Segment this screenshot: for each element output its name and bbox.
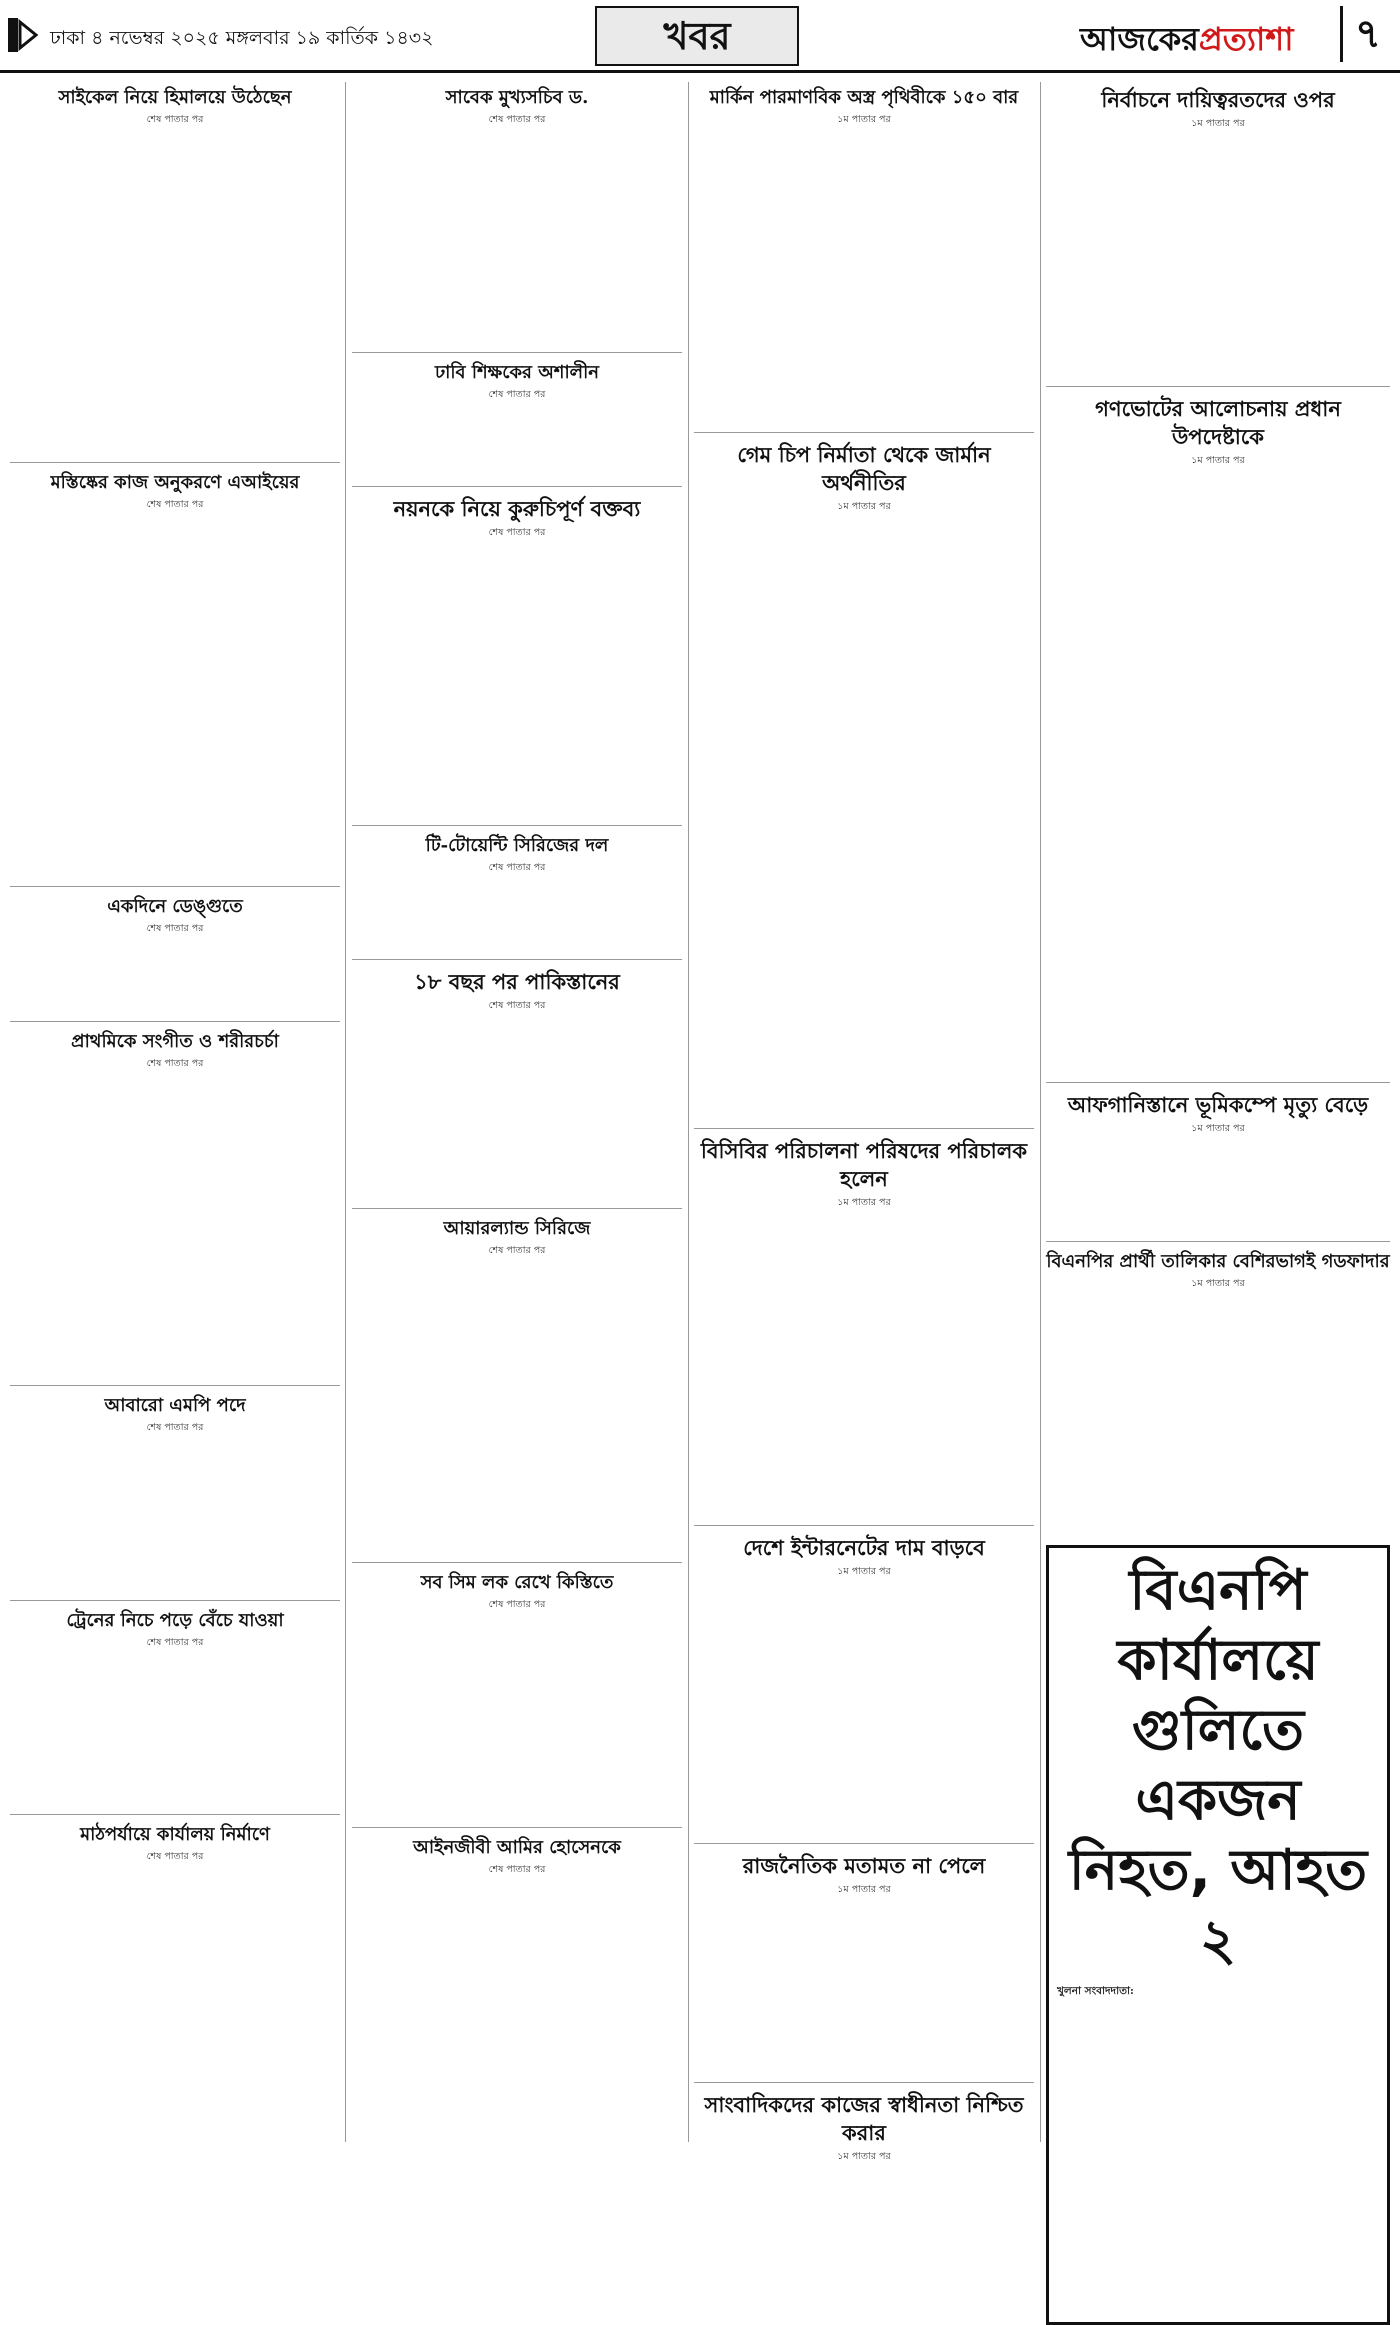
continuation-note: শেষ পাতার পর (146, 1851, 204, 1862)
story-body (352, 1018, 682, 1198)
story-body (694, 518, 1034, 1118)
story-headline[interactable]: ট্রেনের নিচে পড়ে বেঁচে যাওয়া (66, 1609, 284, 1631)
column-1 (10, 82, 340, 2142)
newspaper-logo (1080, 14, 1293, 68)
continuation-note: ১ম পাতার পর (837, 114, 891, 125)
column-2 (352, 82, 682, 2142)
story (10, 1600, 340, 1805)
story-body (352, 879, 682, 949)
story-headline[interactable]: ১৮ বছর পর পাকিস্তানের (414, 969, 620, 994)
continuation-note: শেষ পাতার পর (488, 114, 546, 125)
story-headline[interactable]: মাঠপর্যায়ে কার্যালয় নির্মাণে (80, 1824, 270, 1845)
story-body (1046, 1295, 1390, 1535)
story-body (10, 941, 340, 1011)
continuation-note: শেষ পাতার পর (146, 1636, 204, 1648)
story (10, 1385, 340, 1590)
story-headline[interactable]: গেম চিপ নির্মাতা থেকে জার্মান অর্থনীতির (737, 441, 991, 495)
story-body (352, 132, 682, 342)
story-headline[interactable]: সাবেক মুখ্যসচিব ড. (445, 87, 589, 108)
continuation-note: ১ম পাতার পর (1191, 1123, 1245, 1134)
story (352, 352, 682, 477)
column-divider (345, 82, 346, 2142)
story-body (10, 516, 340, 876)
page-arrow-icon (8, 18, 38, 52)
story (694, 1843, 1034, 2072)
story-headline[interactable]: আইনজীবী আমির হোসেনকে (413, 1836, 621, 1858)
continuation-note: শেষ পাতার পর (146, 1057, 204, 1069)
issue-date: ঢাকা ৪ নভেম্বর ২০২৫ মঙ্গলবার ১৯ কার্তিক ১৪৩২ (50, 27, 434, 49)
continuation-note: শেষ পাতার পর (488, 1244, 546, 1256)
story-headline[interactable]: দেশে ইন্টারনেটের দাম বাড়বে (743, 1534, 985, 1560)
story (694, 1525, 1034, 1834)
story-body (1046, 136, 1390, 376)
story-headline[interactable]: বিসিবির পরিচালনা পরিষদের পরিচালক হলেন (700, 1138, 1028, 1191)
story-body (10, 1869, 340, 2029)
story-body (694, 1902, 1034, 2072)
story-body (1046, 1141, 1390, 1231)
continuation-note: শেষ পাতার পর (488, 1863, 546, 1875)
story (352, 959, 682, 1198)
byline: খুলনা সংবাদদাতা: (1057, 1985, 1134, 1997)
story-headline[interactable]: সাংবাদিকদের কাজের স্বাধীনতা নিশ্চিত করার (704, 2091, 1024, 2145)
story (352, 1208, 682, 1553)
story (1046, 86, 1390, 376)
featured-headline[interactable]: বিএনপি কার্যালয়ে গুলিতে একজন নিহত, আহত ২ (1068, 1558, 1368, 1973)
story (10, 1814, 340, 2029)
column-3 (694, 82, 1034, 2162)
story-headline[interactable]: ঢাবি শিক্ষকের অশালীন (435, 361, 599, 383)
story-headline[interactable]: মস্তিষ্কের কাজ অনুকরণে এআইয়ের (50, 471, 300, 493)
continuation-note: ১ম পাতার পর (837, 1565, 891, 1577)
story-body (352, 406, 682, 476)
story-body (694, 1215, 1034, 1515)
continuation-note: ১ম পাতার পর (1191, 118, 1245, 129)
story-headline[interactable]: নয়নকে নিয়ে কুরুচিপূর্ণ বক্তব্য (393, 496, 641, 521)
brand-first: আজকের (1080, 20, 1199, 58)
story (694, 2082, 1034, 2259)
continuation-note: শেষ পাতার পর (146, 114, 204, 125)
story (10, 462, 340, 877)
story-headline[interactable]: আফগানিস্তানে ভূমিকম্পে মৃত্যু বেড়ে (1067, 1092, 1369, 1117)
continuation-note: ১ম পাতার পর (1191, 454, 1245, 466)
story (694, 1128, 1034, 1515)
continuation-note: ১ম পাতার পর (1191, 1277, 1245, 1289)
story-body (10, 1654, 340, 1804)
continuation-note: শেষ পাতার পর (146, 923, 204, 934)
story-headline[interactable]: টি-টোয়েন্টি সিরিজের দল (425, 834, 609, 856)
story (10, 886, 340, 1011)
story-headline[interactable]: বিএনপির প্রার্থী তালিকার বেশিরভাগই গডফাদার (1046, 1250, 1390, 1272)
story-headline[interactable]: একদিনে ডেঙ্গুতে (107, 896, 243, 917)
continuation-note: শেষ পাতার পর (146, 1422, 204, 1433)
story-body (694, 132, 1034, 422)
continuation-note: শেষ পাতার পর (488, 388, 546, 400)
continuation-note: শেষ পাতার পর (488, 1599, 546, 1610)
story-body (10, 1075, 340, 1375)
column-divider (1040, 82, 1041, 2142)
continuation-note: ১ম পাতার পর (837, 1197, 891, 1208)
featured-story-box (1046, 1545, 1390, 2325)
story (352, 486, 682, 815)
story-body (352, 1881, 682, 2181)
story-body (694, 1583, 1034, 1833)
story (1046, 386, 1390, 1073)
story (10, 86, 340, 452)
continuation-note: শেষ পাতার পর (488, 527, 546, 538)
column-4 (1046, 82, 1390, 2142)
story-headline[interactable]: সাইকেল নিয়ে হিমালয়ে উঠেছেন (58, 87, 292, 108)
brand-second: প্রত্যাশা (1198, 20, 1294, 58)
continuation-note: শেষ পাতার পর (488, 861, 546, 873)
continuation-note: শেষ পাতার পর (488, 1000, 546, 1011)
story (352, 825, 682, 950)
masthead (0, 0, 1400, 73)
story-headline[interactable]: আয়ারল্যান্ড সিরিজে (443, 1217, 591, 1239)
story-body (1057, 1984, 1379, 2314)
column-divider (688, 82, 689, 2142)
story (352, 1562, 682, 1817)
story (694, 432, 1034, 1119)
story-body (1046, 472, 1390, 1072)
page-number: ৭ (1340, 6, 1393, 62)
story-headline[interactable]: মার্কিন পারমাণবিক অস্ত্র পৃথিবীকে ১৫০ বার (709, 87, 1019, 108)
story-body (10, 132, 340, 452)
story (1046, 1241, 1390, 1536)
story-headline[interactable]: আবারো এমপি পদে (104, 1395, 246, 1416)
continuation-note: ১ম পাতার পর (837, 500, 891, 512)
story (352, 1827, 682, 2182)
story (10, 1021, 340, 1376)
continuation-note: ১ম পাতার পর (837, 2150, 891, 2162)
story (1046, 1082, 1390, 1231)
story-body (352, 545, 682, 815)
section-title: খবর (595, 6, 799, 66)
story-body (352, 1262, 682, 1552)
story-headline[interactable]: সব সিম লক রেখে কিস্তিতে (420, 1572, 614, 1593)
story-headline[interactable]: রাজনৈতিক মতামত না পেলে (742, 1853, 986, 1878)
story-headline[interactable]: নির্বাচনে দায়িত্বরতদের ওপর (1101, 87, 1335, 112)
story-headline[interactable]: প্রাথমিকে সংগীত ও শরীরচর্চা (71, 1030, 279, 1052)
story-body (694, 2168, 1034, 2258)
continuation-note: শেষ পাতার পর (146, 498, 204, 510)
story-body (10, 1440, 340, 1590)
story (694, 86, 1034, 422)
story-body (352, 1617, 682, 1817)
story (352, 86, 682, 342)
continuation-note: ১ম পাতার পর (837, 1884, 891, 1895)
story-headline[interactable]: গণভোটের আলোচনায় প্রধান উপদেষ্টাকে (1095, 395, 1341, 449)
